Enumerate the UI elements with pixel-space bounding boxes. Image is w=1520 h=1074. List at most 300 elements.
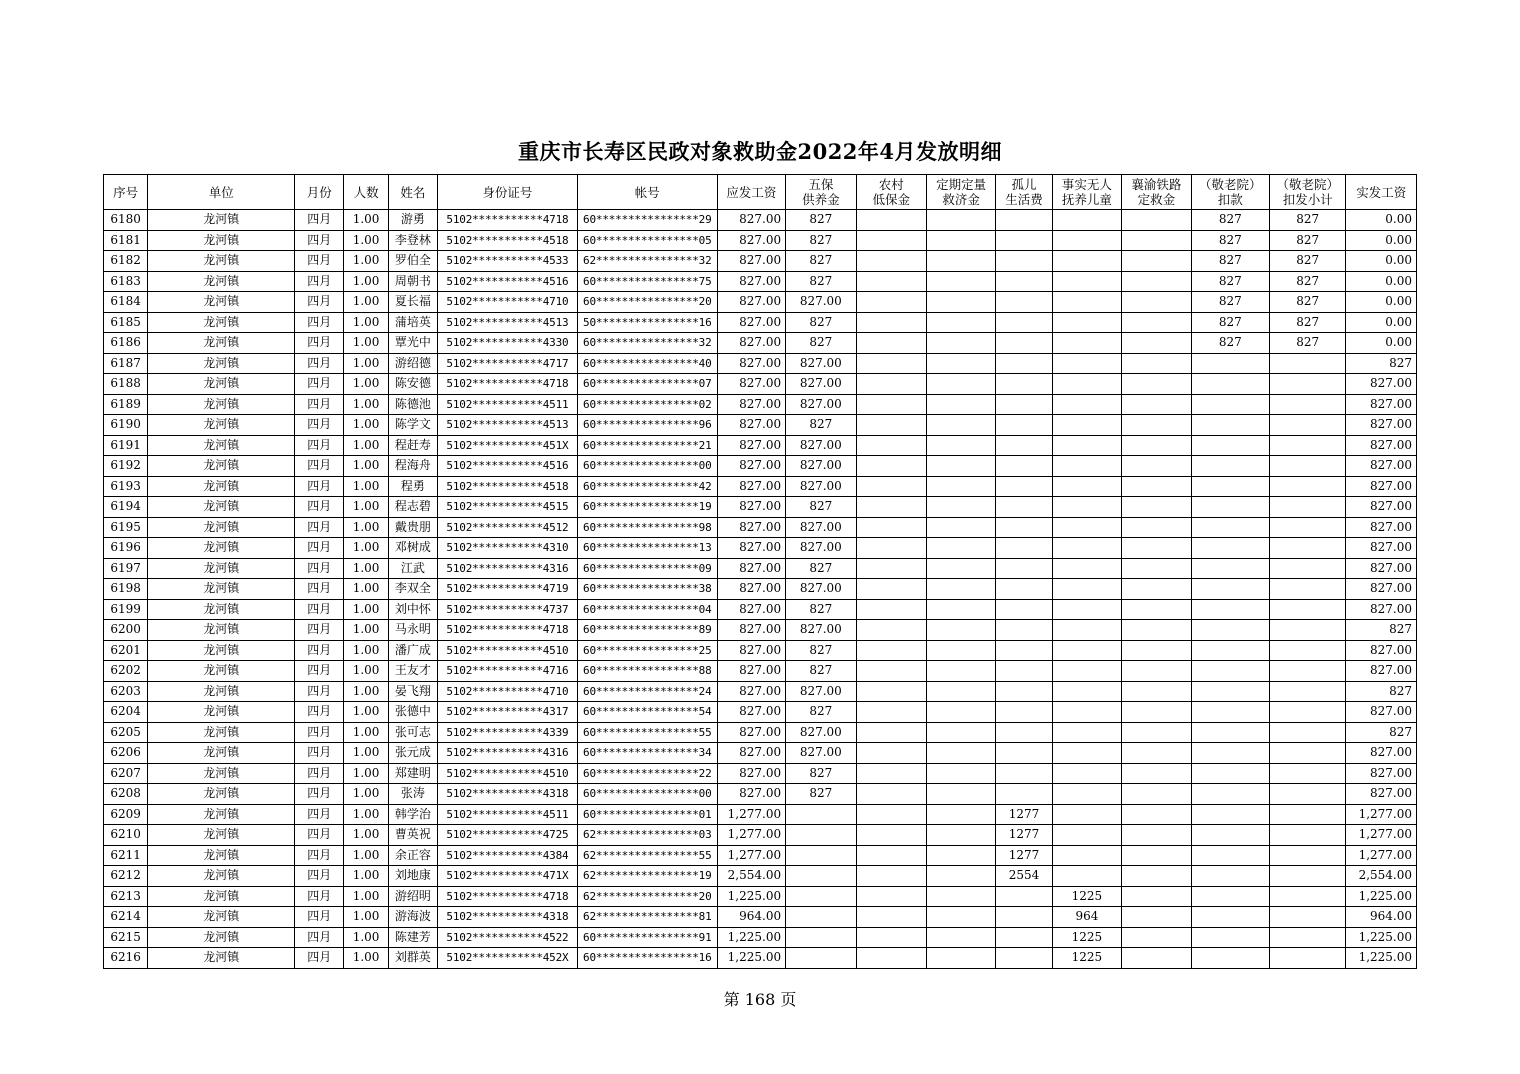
table-cell: 周朝书 <box>388 271 437 292</box>
table-cell: 6209 <box>104 804 148 825</box>
table-cell <box>1270 415 1346 436</box>
table-cell <box>1122 353 1191 374</box>
column-header <box>1122 175 1191 210</box>
table-cell <box>856 251 926 272</box>
table-cell: 6200 <box>104 620 148 641</box>
table-cell: 1277 <box>996 825 1052 846</box>
table-cell: 陈德池 <box>388 394 437 415</box>
table-cell: 827 <box>786 661 856 682</box>
table-cell <box>856 558 926 579</box>
table-cell: 827.00 <box>786 681 856 702</box>
table-cell <box>1122 804 1191 825</box>
table-cell <box>1270 927 1346 948</box>
column-header <box>926 175 995 210</box>
page-title: 重庆市长寿区民政对象救助金2022年4月发放明细 <box>517 139 1003 164</box>
table-cell <box>1052 415 1121 436</box>
table-cell: 5102***********4317 <box>438 702 578 723</box>
table-cell: 1.00 <box>344 333 388 354</box>
table-cell: 四月 <box>295 886 344 907</box>
table-cell <box>996 415 1052 436</box>
table-cell <box>856 394 926 415</box>
table-cell: 827.00 <box>1346 763 1417 784</box>
column-header-line: （敬老院） <box>1199 177 1262 192</box>
table-cell: 6205 <box>104 722 148 743</box>
table-cell <box>926 374 995 395</box>
table-cell <box>1052 374 1121 395</box>
table-cell <box>1270 476 1346 497</box>
table-cell: 827.00 <box>717 620 785 641</box>
table-cell: 龙河镇 <box>148 640 295 661</box>
table-row <box>104 415 1417 436</box>
table-cell: 1,277.00 <box>1346 804 1417 825</box>
table-row <box>104 210 1417 231</box>
table-cell: 60****************96 <box>577 415 717 436</box>
table-row <box>104 845 1417 866</box>
column-header <box>104 175 148 210</box>
table-cell: 龙河镇 <box>148 866 295 887</box>
table-cell: 0.00 <box>1346 312 1417 333</box>
table-cell <box>1052 784 1121 805</box>
table-cell <box>996 292 1052 313</box>
table-cell: 四月 <box>295 702 344 723</box>
table-cell <box>926 333 995 354</box>
table-cell: 1.00 <box>344 620 388 641</box>
column-header-line: （敬老院） <box>1276 177 1339 192</box>
table-cell: 陈安德 <box>388 374 437 395</box>
table-cell <box>926 681 995 702</box>
table-cell <box>1122 374 1191 395</box>
table-cell: 827.00 <box>786 722 856 743</box>
table-cell: 王友才 <box>388 661 437 682</box>
table-cell: 1.00 <box>344 927 388 948</box>
table-cell <box>856 210 926 231</box>
table-cell: 游海波 <box>388 907 437 928</box>
column-header-line: 生活费 <box>1005 192 1043 207</box>
table-cell: 827.00 <box>1346 538 1417 559</box>
table-cell <box>786 927 856 948</box>
table-cell: 5102***********4330 <box>438 333 578 354</box>
table-cell <box>1270 804 1346 825</box>
table-cell <box>1191 784 1269 805</box>
table-cell <box>1270 353 1346 374</box>
table-cell <box>1191 538 1269 559</box>
table-cell <box>856 845 926 866</box>
table-cell: 四月 <box>295 251 344 272</box>
table-cell <box>856 620 926 641</box>
table-cell: 1.00 <box>344 845 388 866</box>
table-cell: 四月 <box>295 312 344 333</box>
table-cell: 龙河镇 <box>148 292 295 313</box>
table-cell <box>856 599 926 620</box>
table-cell: 四月 <box>295 661 344 682</box>
table-cell <box>1052 538 1121 559</box>
table-cell: 1.00 <box>344 435 388 456</box>
table-cell: 游绍德 <box>388 353 437 374</box>
table-cell: 827.00 <box>1346 374 1417 395</box>
table-cell <box>1052 661 1121 682</box>
table-cell: 1225 <box>1052 948 1121 969</box>
table-cell <box>1052 845 1121 866</box>
table-cell <box>1270 435 1346 456</box>
table-cell: 1.00 <box>344 825 388 846</box>
table-cell: 6206 <box>104 743 148 764</box>
table-cell: 827 <box>1270 251 1346 272</box>
table-cell: 1.00 <box>344 312 388 333</box>
table-cell: 827 <box>1191 210 1269 231</box>
table-cell: 827.00 <box>717 681 785 702</box>
table-cell: 四月 <box>295 271 344 292</box>
table-cell: 1.00 <box>344 661 388 682</box>
table-cell: 5102***********4710 <box>438 292 578 313</box>
table-row <box>104 374 1417 395</box>
table-cell: 夏长福 <box>388 292 437 313</box>
table-cell <box>1270 948 1346 969</box>
table-cell: 龙河镇 <box>148 230 295 251</box>
table-cell <box>1052 599 1121 620</box>
table-cell: 827.00 <box>1346 599 1417 620</box>
table-cell: 龙河镇 <box>148 517 295 538</box>
table-cell <box>1122 620 1191 641</box>
table-cell <box>1122 845 1191 866</box>
table-cell <box>1122 251 1191 272</box>
table-cell: 陈建芳 <box>388 927 437 948</box>
table-cell: 5102***********4510 <box>438 763 578 784</box>
column-header <box>856 175 926 210</box>
table-cell: 5102***********4510 <box>438 640 578 661</box>
table-cell: 5102***********4513 <box>438 415 578 436</box>
table-cell: 827 <box>1346 722 1417 743</box>
table-cell: 5102***********4716 <box>438 661 578 682</box>
table-cell <box>996 538 1052 559</box>
table-cell <box>1191 661 1269 682</box>
table-cell: 龙河镇 <box>148 210 295 231</box>
column-header-line: 单位 <box>208 184 234 200</box>
table-cell: 827 <box>1191 271 1269 292</box>
table-cell: 四月 <box>295 292 344 313</box>
table-cell <box>1052 312 1121 333</box>
table-cell: 2,554.00 <box>1346 866 1417 887</box>
table-cell: 龙河镇 <box>148 743 295 764</box>
column-header-line: 孤儿 <box>1011 177 1037 192</box>
table-cell <box>1122 722 1191 743</box>
table-cell: 四月 <box>295 722 344 743</box>
table-cell: 1225 <box>1052 927 1121 948</box>
table-cell: 龙河镇 <box>148 702 295 723</box>
table-cell: 1.00 <box>344 476 388 497</box>
table-row <box>104 435 1417 456</box>
column-header-line: 抚养儿童 <box>1061 192 1112 207</box>
table-cell: 827 <box>786 599 856 620</box>
table-cell: 60****************01 <box>577 804 717 825</box>
column-header <box>1191 175 1269 210</box>
table-cell <box>1270 702 1346 723</box>
table-cell: 1.00 <box>344 517 388 538</box>
table-cell: 5102***********4384 <box>438 845 578 866</box>
table-cell: 6186 <box>104 333 148 354</box>
table-cell: 5102***********471X <box>438 866 578 887</box>
table-cell: 四月 <box>295 435 344 456</box>
table-cell <box>1191 681 1269 702</box>
table-cell: 0.00 <box>1346 333 1417 354</box>
table-cell <box>996 661 1052 682</box>
table-cell <box>1052 394 1121 415</box>
table-cell: 62****************32 <box>577 251 717 272</box>
table-cell: 827.00 <box>1346 517 1417 538</box>
table-cell: 6215 <box>104 927 148 948</box>
table-cell: 827 <box>786 497 856 518</box>
table-cell <box>926 599 995 620</box>
table-cell <box>1270 825 1346 846</box>
table-cell: 827.00 <box>786 538 856 559</box>
table-cell: 827.00 <box>1346 743 1417 764</box>
table-cell: 6197 <box>104 558 148 579</box>
table-row <box>104 907 1417 928</box>
table-cell: 四月 <box>295 743 344 764</box>
table-cell <box>926 722 995 743</box>
table-cell: 四月 <box>295 620 344 641</box>
table-cell: 827.00 <box>717 579 785 600</box>
table-row <box>104 681 1417 702</box>
table-cell <box>1122 866 1191 887</box>
table-cell <box>1191 394 1269 415</box>
table-cell: 龙河镇 <box>148 251 295 272</box>
table-cell: 6204 <box>104 702 148 723</box>
table-cell: 四月 <box>295 497 344 518</box>
table-cell: 827 <box>1191 333 1269 354</box>
column-header-line: 实发工资 <box>1356 184 1407 200</box>
table-row <box>104 825 1417 846</box>
table-cell: 0.00 <box>1346 230 1417 251</box>
table-cell: 晏飞翔 <box>388 681 437 702</box>
table-cell <box>1191 517 1269 538</box>
table-cell: 四月 <box>295 804 344 825</box>
table-cell <box>1191 845 1269 866</box>
table-cell <box>1122 476 1191 497</box>
table-row <box>104 538 1417 559</box>
column-header <box>295 175 344 210</box>
table-cell: 827.00 <box>717 476 785 497</box>
table-cell <box>996 435 1052 456</box>
table-cell <box>1191 927 1269 948</box>
table-row <box>104 620 1417 641</box>
table-cell <box>926 292 995 313</box>
table-cell: 四月 <box>295 394 344 415</box>
table-cell: 1225 <box>1052 886 1121 907</box>
table-cell: 龙河镇 <box>148 312 295 333</box>
table-cell <box>926 763 995 784</box>
column-header-line: 身份证号 <box>482 184 533 200</box>
table-cell: 戴贵朋 <box>388 517 437 538</box>
table-cell <box>856 661 926 682</box>
column-header-line: 序号 <box>113 184 139 200</box>
table-cell <box>1052 497 1121 518</box>
table-cell: 6213 <box>104 886 148 907</box>
table-cell <box>1122 292 1191 313</box>
table-cell: 60****************34 <box>577 743 717 764</box>
table-cell <box>926 456 995 477</box>
table-cell: 827 <box>1270 230 1346 251</box>
table-cell: 龙河镇 <box>148 435 295 456</box>
table-cell: 5102***********452X <box>438 948 578 969</box>
table-cell <box>1270 558 1346 579</box>
table-cell: 程海舟 <box>388 456 437 477</box>
table-cell: 2,554.00 <box>717 866 785 887</box>
table-cell: 四月 <box>295 825 344 846</box>
table-cell: 李登林 <box>388 230 437 251</box>
table-cell: 四月 <box>295 784 344 805</box>
table-cell <box>996 948 1052 969</box>
table-cell: 四月 <box>295 353 344 374</box>
table-cell: 1.00 <box>344 394 388 415</box>
table-cell: 1.00 <box>344 948 388 969</box>
table-cell: 1.00 <box>344 292 388 313</box>
table-row <box>104 476 1417 497</box>
table-cell: 60****************21 <box>577 435 717 456</box>
table-cell: 5102***********4718 <box>438 620 578 641</box>
column-header-line: 月份 <box>306 184 332 200</box>
table-cell: 5102***********4718 <box>438 886 578 907</box>
table-cell: 5102***********451X <box>438 435 578 456</box>
table-cell <box>1191 415 1269 436</box>
table-cell: 60****************40 <box>577 353 717 374</box>
table-cell: 827 <box>1270 292 1346 313</box>
table-cell <box>1191 353 1269 374</box>
table-cell <box>1122 702 1191 723</box>
table-cell: 6211 <box>104 845 148 866</box>
table-cell: 827.00 <box>786 435 856 456</box>
table-cell <box>1052 722 1121 743</box>
table-cell: 5102***********4710 <box>438 681 578 702</box>
table-cell <box>996 374 1052 395</box>
table-cell <box>1270 394 1346 415</box>
table-cell: 827.00 <box>717 415 785 436</box>
table-cell: 5102***********4533 <box>438 251 578 272</box>
table-row <box>104 599 1417 620</box>
table-cell: 827.00 <box>1346 579 1417 600</box>
table-cell <box>1122 538 1191 559</box>
table-cell: 5102***********4512 <box>438 517 578 538</box>
table-cell <box>786 804 856 825</box>
table-cell: 江武 <box>388 558 437 579</box>
table-cell: 1,277.00 <box>717 825 785 846</box>
table-cell <box>1191 497 1269 518</box>
table-cell <box>856 702 926 723</box>
table-cell <box>1191 804 1269 825</box>
table-cell <box>856 230 926 251</box>
table-cell: 60****************09 <box>577 558 717 579</box>
table-cell <box>856 579 926 600</box>
table-cell <box>856 271 926 292</box>
column-header-line: 姓名 <box>400 184 426 200</box>
table-cell: 6190 <box>104 415 148 436</box>
table-cell <box>996 312 1052 333</box>
table-cell: 龙河镇 <box>148 476 295 497</box>
table-cell <box>1122 599 1191 620</box>
table-row <box>104 866 1417 887</box>
table-cell: 964.00 <box>717 907 785 928</box>
table-cell: 827.00 <box>1346 435 1417 456</box>
table-cell: 827.00 <box>717 743 785 764</box>
column-header <box>996 175 1052 210</box>
table-cell: 827.00 <box>717 784 785 805</box>
table-cell: 6210 <box>104 825 148 846</box>
table-cell: 62****************03 <box>577 825 717 846</box>
table-cell: 60****************98 <box>577 517 717 538</box>
table-cell <box>1270 722 1346 743</box>
table-cell: 827.00 <box>786 292 856 313</box>
table-cell: 60****************54 <box>577 702 717 723</box>
table-cell <box>926 804 995 825</box>
table-cell: 6195 <box>104 517 148 538</box>
table-cell <box>926 640 995 661</box>
table-cell <box>856 538 926 559</box>
column-header-line: 应发工资 <box>726 184 777 200</box>
table-cell <box>1191 640 1269 661</box>
table-cell: 827 <box>1270 333 1346 354</box>
table-cell <box>1122 784 1191 805</box>
table-cell <box>926 784 995 805</box>
table-row <box>104 517 1417 538</box>
column-header-line: 襄渝铁路 <box>1131 177 1182 192</box>
table-cell <box>996 886 1052 907</box>
table-cell: 郑建明 <box>388 763 437 784</box>
table-cell <box>1122 763 1191 784</box>
table-cell: 龙河镇 <box>148 497 295 518</box>
table-row <box>104 804 1417 825</box>
table-cell <box>786 866 856 887</box>
table-cell: 6216 <box>104 948 148 969</box>
table-cell: 60****************22 <box>577 763 717 784</box>
table-cell <box>1122 661 1191 682</box>
table-cell <box>926 251 995 272</box>
table-cell: 蒲培英 <box>388 312 437 333</box>
table-cell <box>996 927 1052 948</box>
table-cell <box>996 210 1052 231</box>
table-cell: 60****************20 <box>577 292 717 313</box>
table-cell <box>1052 435 1121 456</box>
table-cell <box>1270 743 1346 764</box>
table-cell: 827.00 <box>717 722 785 743</box>
table-cell: 四月 <box>295 681 344 702</box>
table-cell: 余正容 <box>388 845 437 866</box>
table-cell: 龙河镇 <box>148 907 295 928</box>
table-cell: 964.00 <box>1346 907 1417 928</box>
table-body <box>104 210 1417 969</box>
table-row <box>104 456 1417 477</box>
column-header <box>148 175 295 210</box>
table-cell <box>996 620 1052 641</box>
table-cell <box>856 497 926 518</box>
table-cell: 龙河镇 <box>148 394 295 415</box>
table-cell: 1,225.00 <box>1346 927 1417 948</box>
table-cell: 827.00 <box>717 312 785 333</box>
table-cell: 龙河镇 <box>148 948 295 969</box>
table-cell: 827.00 <box>717 292 785 313</box>
table-cell <box>926 579 995 600</box>
table-cell: 827 <box>786 640 856 661</box>
table-cell <box>1122 456 1191 477</box>
table-cell: 60****************32 <box>577 333 717 354</box>
table-cell <box>1270 374 1346 395</box>
table-cell: 827 <box>1346 681 1417 702</box>
table-cell <box>996 640 1052 661</box>
table-cell <box>1270 497 1346 518</box>
table-cell: 60****************19 <box>577 497 717 518</box>
table-cell: 60****************38 <box>577 579 717 600</box>
table-cell: 游勇 <box>388 210 437 231</box>
table-cell: 1.00 <box>344 251 388 272</box>
table-cell: 1.00 <box>344 743 388 764</box>
